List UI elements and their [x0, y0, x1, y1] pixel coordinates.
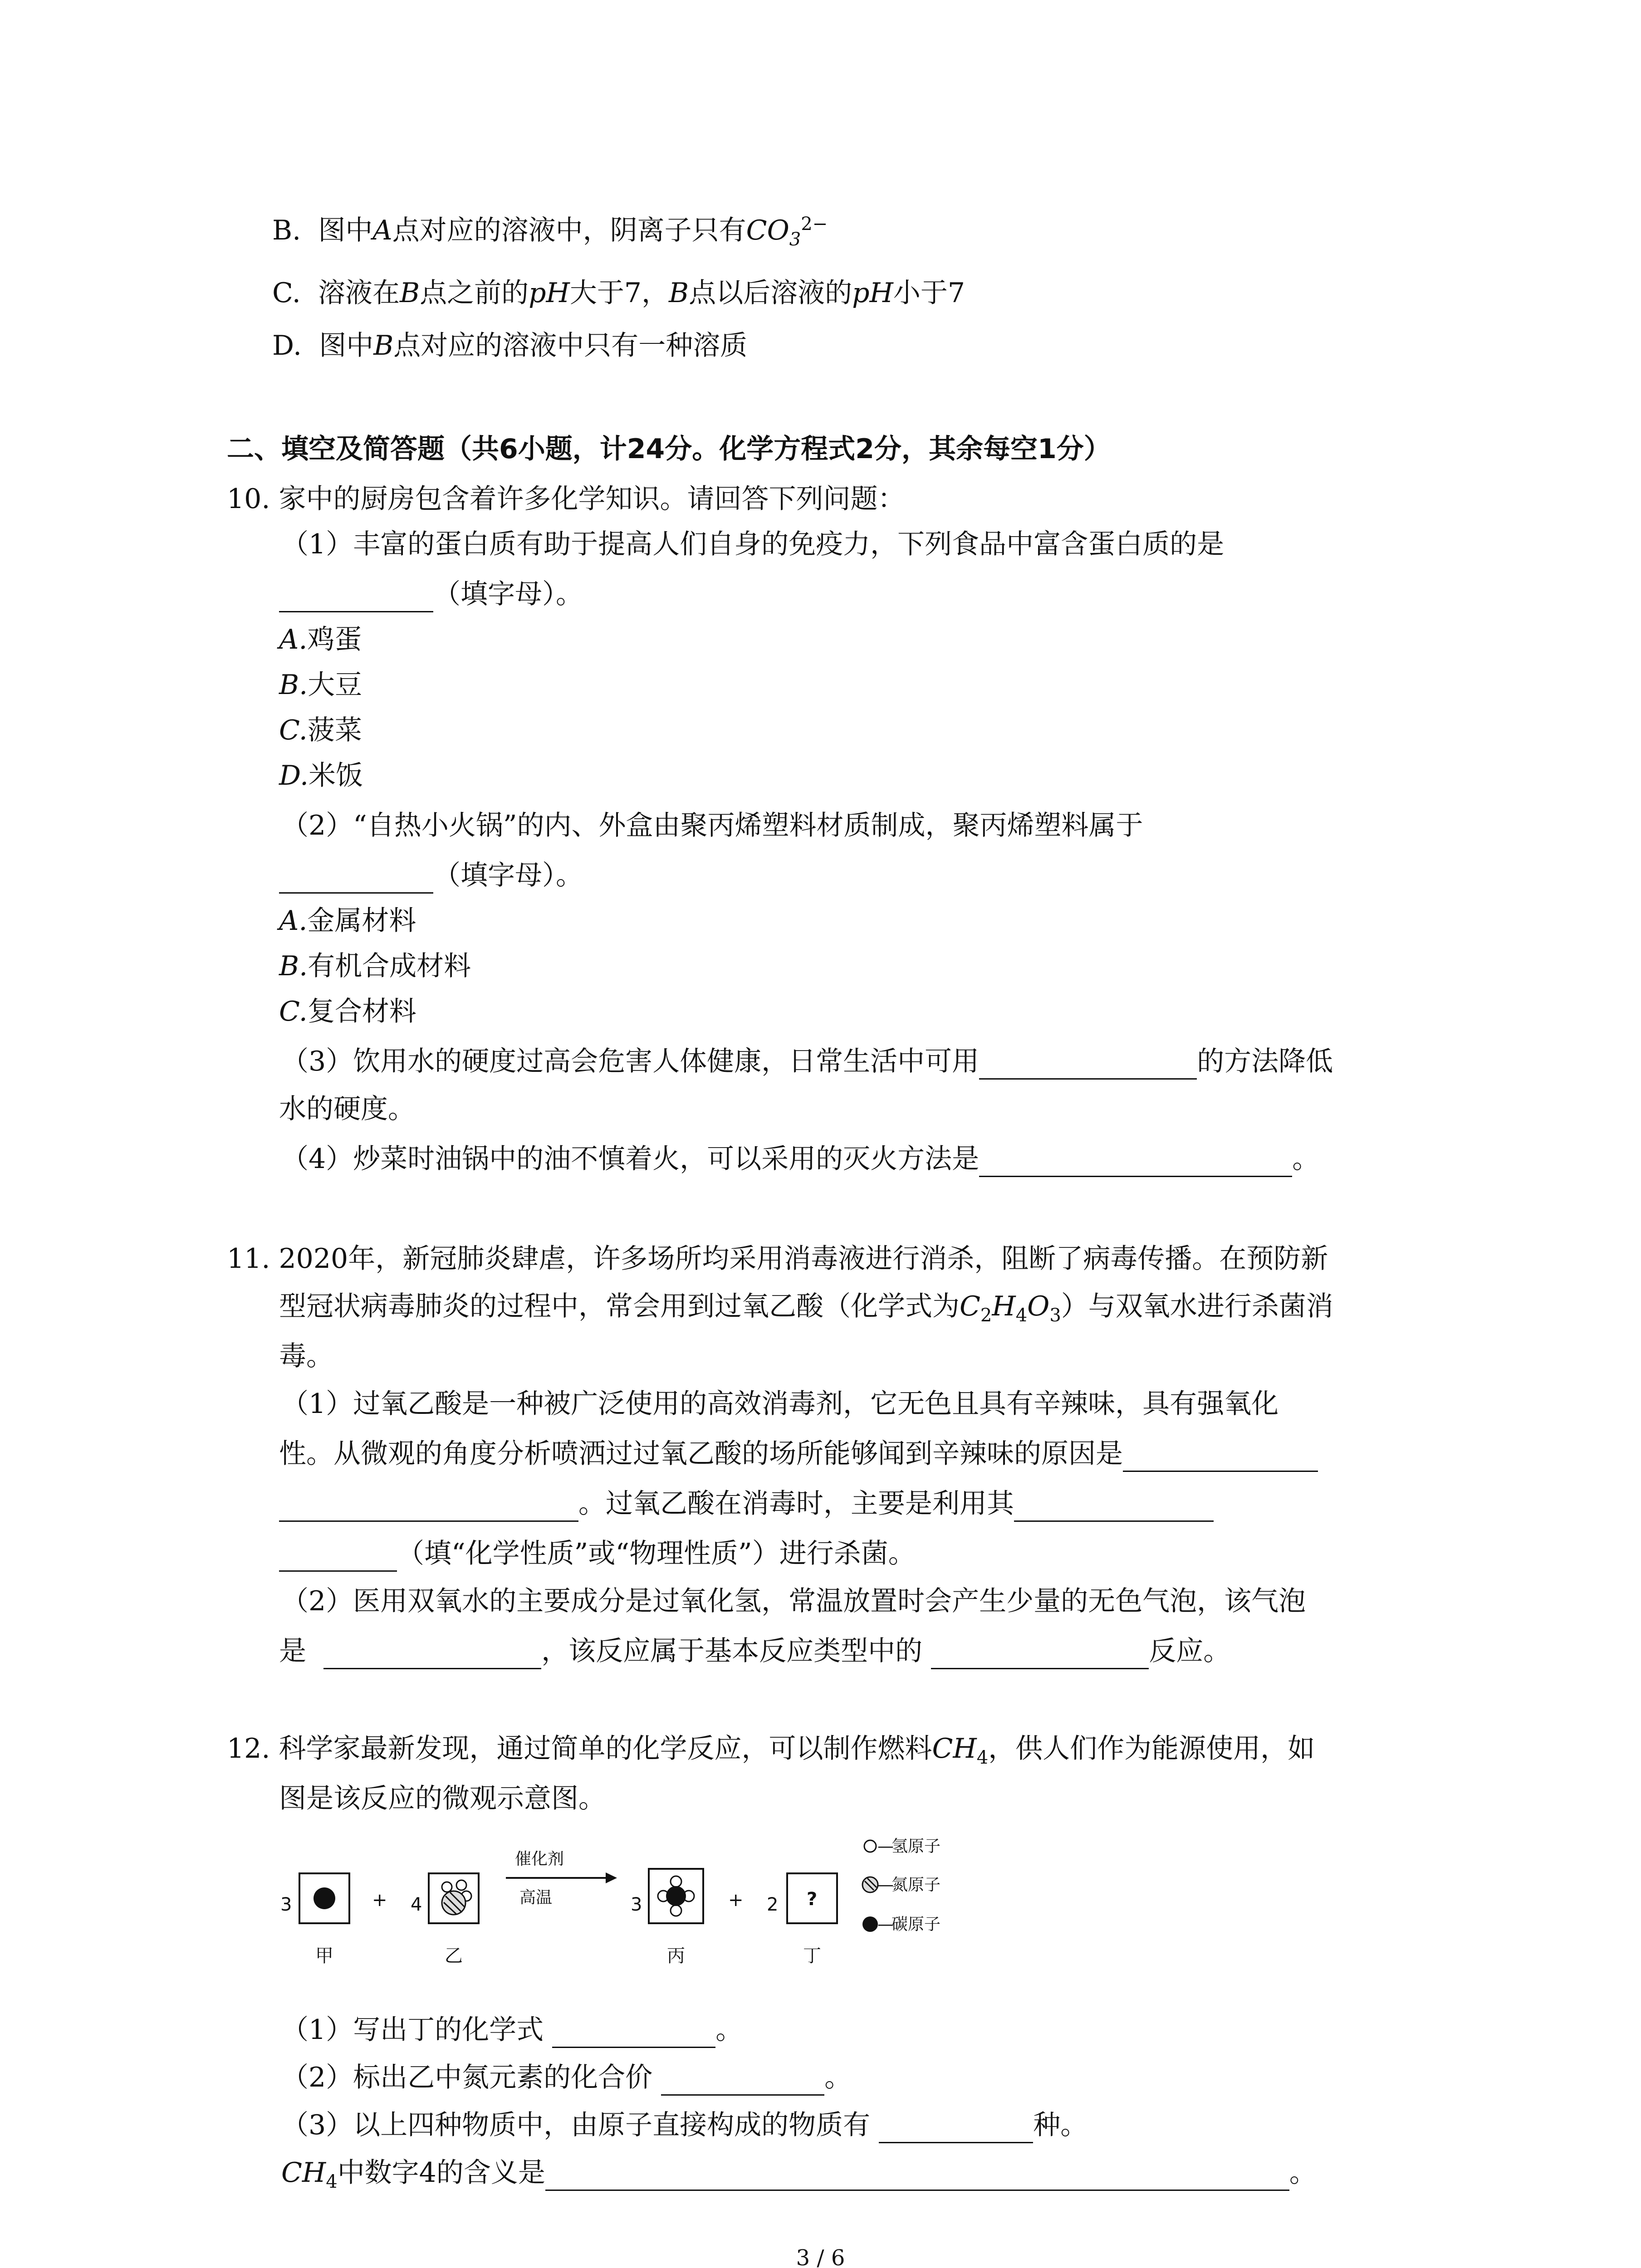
answer-blank[interactable] [979, 1050, 1197, 1080]
q11-part1-line2: 性。从微观的角度分析喷洒过过氧乙酸的场所能够闻到辛辣味的原因是 [279, 1436, 1318, 1472]
answer-blank[interactable] [979, 1148, 1292, 1177]
q10-part1-answer: （填字母）。 [279, 576, 583, 612]
legend-dash: — [877, 1915, 894, 1934]
q12-part4: $CH_4$中数字4的含义是 。 [281, 2157, 1317, 2192]
answer-blank[interactable] [879, 2114, 1033, 2143]
catalyst-label: 催化剂 [515, 1850, 564, 1868]
answer-blank[interactable] [661, 2066, 824, 2096]
q11-part1-line1: （1）过氧乙酸是一种被广泛使用的高效消毒剂，它无色且具有辛辣味，具有强氧化 [281, 1388, 1279, 1420]
coefficient-bing: 3 [631, 1894, 642, 1915]
question-number: 12. [227, 1733, 270, 1765]
q11-part1-line4: （填“化学性质”或“物理性质”）进行杀菌。 [279, 1535, 916, 1572]
reaction-diagram [272, 1823, 998, 1969]
formula-ch4: CH [281, 2157, 326, 2189]
answer-blank[interactable] [1014, 1492, 1214, 1522]
answer-blank[interactable] [279, 1492, 578, 1522]
unknown-mark: ? [807, 1889, 818, 1910]
q10-part2-option-b: B.有机合成材料 [279, 950, 471, 982]
answer-blank[interactable] [279, 864, 433, 894]
q9-option-d: D. 图中B点对应的溶液中只有一种溶质 [272, 330, 748, 362]
answer-blank[interactable] [323, 1640, 541, 1669]
q11-stem-line3: 毒。 [279, 1340, 333, 1372]
q11-part1-line3: 。过氧乙酸在消毒时，主要是利用其 [279, 1486, 1214, 1522]
q11-part2-line2: 是 ，该反应属于基本反应类型中的 反应。 [279, 1633, 1230, 1669]
coefficient-jia: 3 [280, 1894, 292, 1915]
plus-sign: + [728, 1890, 744, 1911]
q10-part2-option-a: A.金属材料 [279, 905, 416, 937]
q10-part2-answer: （填字母）。 [279, 857, 583, 894]
q10-part3-cont: 水的硬度。 [279, 1093, 415, 1125]
q10-part1-option-b: B.大豆 [279, 669, 362, 701]
q10-part2: （2）“自热小火锅”的内、外盒由聚丙烯塑料材质制成，聚丙烯塑料属于 [281, 810, 1143, 841]
legend-nitrogen-icon [862, 1877, 878, 1892]
option-marker: C. [272, 277, 301, 309]
legend-nitrogen: 氮原子 [892, 1876, 941, 1894]
hydrogen-atom [671, 1876, 681, 1887]
carbon-atom [666, 1886, 686, 1906]
answer-blank[interactable] [931, 1640, 1149, 1669]
plus-sign: + [372, 1890, 387, 1911]
q9-option-c: C. 溶液在B点之前的pH大于7，B点以后溶液的pH小于7 [272, 277, 965, 309]
label-ding: 丁 [803, 1945, 821, 1966]
q10-part3: （3）饮用水的硬度过高会危害人体健康，日常生活中可用 的方法降低 [281, 1043, 1333, 1080]
q10-part1: （1）丰富的蛋白质有助于提高人们自身的免疫力，下列食品中富含蛋白质的是 [281, 528, 1225, 560]
q11-stem-line2: 型冠状病毒肺炎的过程中，常会用到过氧乙酸（化学式为$C_2H_4O_3$）与双氧水进行杀菌消 [279, 1290, 1333, 1326]
q9-option-b: B. 图中A点对应的溶液中，阴离子只有$CO_3^{2-}$ [272, 214, 828, 250]
q10-part1-option-a: A.鸡蛋 [279, 624, 362, 655]
legend-carbon-icon [862, 1916, 878, 1932]
answer-blank[interactable] [545, 2161, 1289, 2191]
option-marker: D. [272, 330, 302, 362]
q11-part2-line1: （2）医用双氧水的主要成分是过氧化氢，常温放置时会产生少量的无色气泡，该气泡 [281, 1585, 1306, 1617]
hydrogen-atom [442, 1882, 452, 1892]
q12-part2: （2）标出乙中氮元素的化合价 。 [281, 2059, 852, 2096]
question-number: 11. [227, 1243, 270, 1275]
coefficient-ding: 2 [767, 1894, 779, 1915]
hydrogen-atom [456, 1880, 466, 1890]
condition-label: 高温 [519, 1888, 553, 1907]
q10-stem: 10. 家中的厨房包含着许多化学知识。请回答下列问题： [227, 483, 905, 515]
option-marker: B. [272, 215, 301, 246]
q10-part2-option-c: C.复合材料 [279, 996, 416, 1027]
legend-hydrogen-icon [864, 1840, 876, 1852]
legend-hydrogen: 氢原子 [892, 1837, 941, 1856]
legend-dash: — [877, 1876, 894, 1894]
carbon-atom [314, 1887, 335, 1909]
q12-stem-line1: 12. 科学家最新发现，通过简单的化学反应，可以制作燃料$CH_4$，供人们作为能源使用，如 [227, 1733, 1315, 1768]
q10-part4: （4）炒菜时油锅中的油不慎着火，可以采用的灭火方法是 。 [281, 1141, 1319, 1177]
q12-part3: （3）以上四种物质中，由原子直接构成的物质有 种。 [281, 2107, 1087, 2143]
legend-carbon: 碳原子 [892, 1915, 941, 1934]
hydrogen-atom [671, 1905, 681, 1916]
section-heading: 二、填空及简答题（共6小题，计24分。化学方程式2分，其余每空1分） [227, 433, 1111, 465]
label-jia: 甲 [315, 1945, 333, 1966]
formula-subscript: 4 [326, 2171, 338, 2192]
q11-stem-line1: 11. 2020年，新冠肺炎肆虐，许多场所均采用消毒液进行消杀，阻断了病毒传播。在预防新 [227, 1243, 1328, 1275]
arrow-head [606, 1872, 617, 1883]
q10-part1-option-c: C.菠菜 [279, 714, 362, 746]
answer-blank[interactable] [1123, 1442, 1318, 1472]
answer-blank[interactable] [279, 583, 433, 612]
legend-dash: — [877, 1837, 894, 1856]
question-number: 10. [227, 483, 270, 515]
q12-stem-line2: 图是该反应的微观示意图。 [279, 1783, 606, 1814]
answer-blank[interactable] [279, 1542, 397, 1572]
q10-part1-option-d: D.米饭 [279, 760, 363, 792]
page-number: 3 / 6 [796, 2245, 845, 2268]
q12-part1: （1）写出丁的化学式 。 [281, 2012, 743, 2048]
label-yi: 乙 [445, 1945, 463, 1966]
coefficient-yi: 4 [411, 1894, 422, 1915]
label-bing: 丙 [667, 1945, 685, 1966]
answer-blank[interactable] [552, 2019, 715, 2048]
